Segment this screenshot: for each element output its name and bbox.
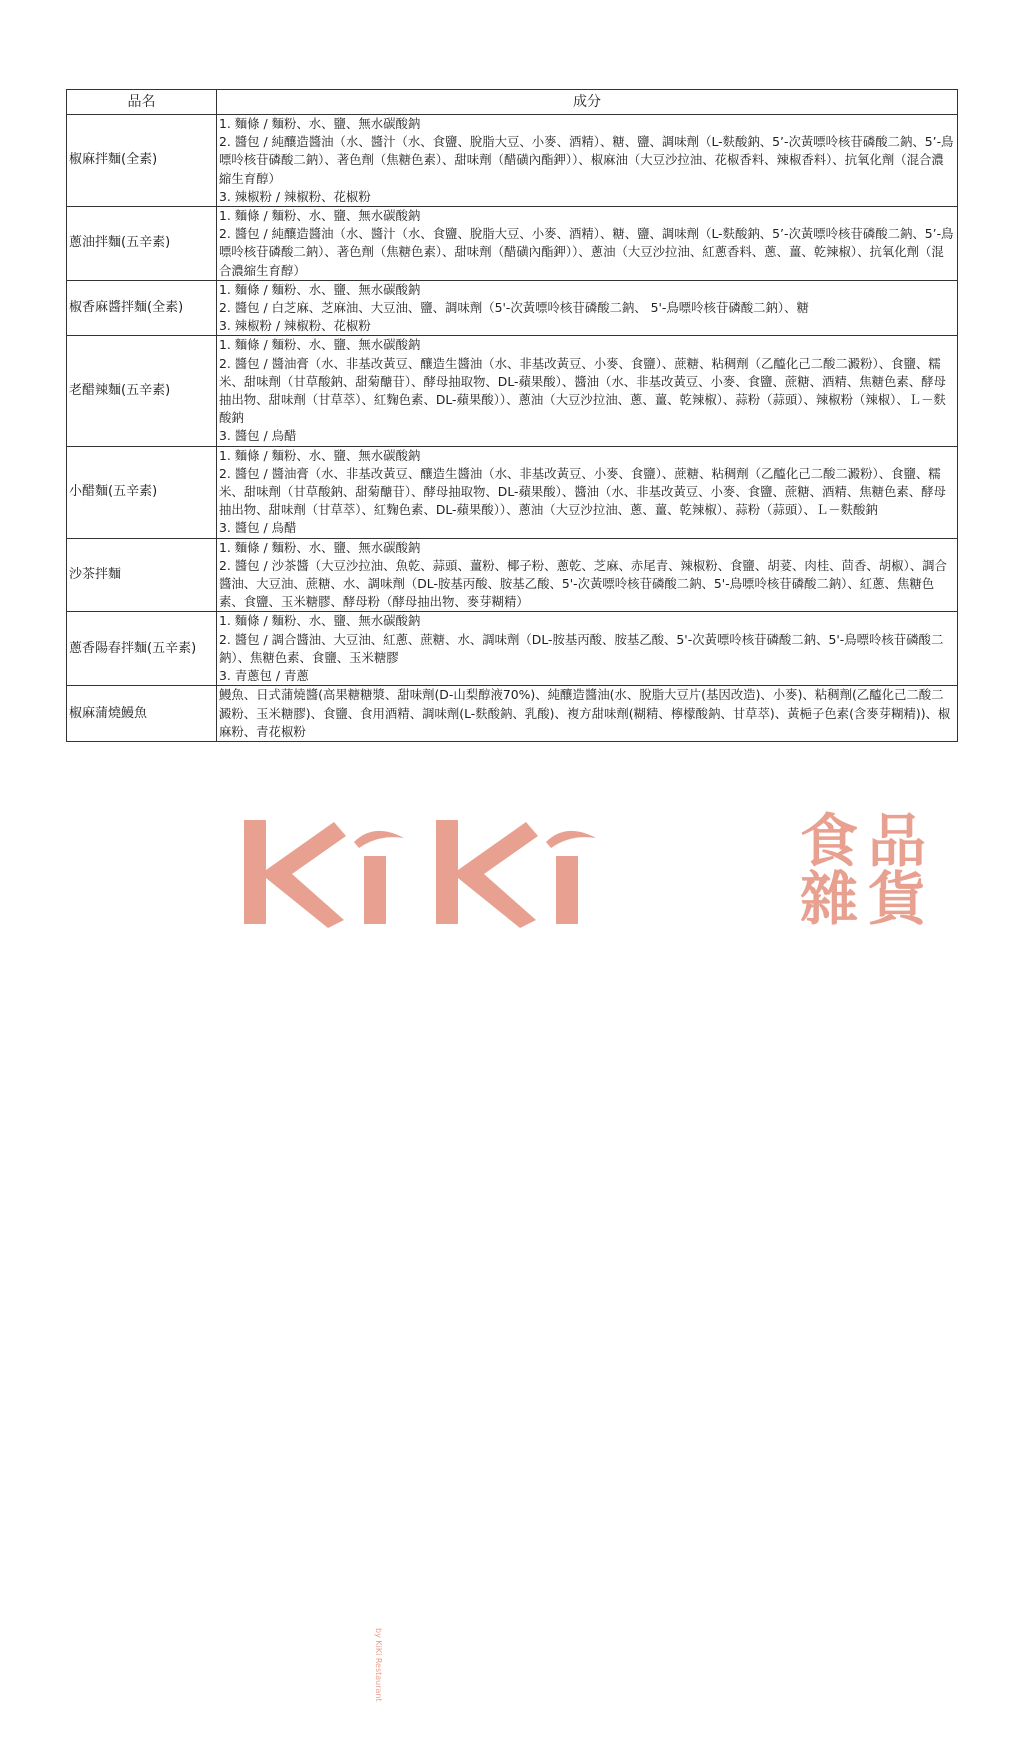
- table-row: [67, 538, 958, 612]
- table-row: [67, 207, 958, 281]
- ingredient-line: 3. 青蔥包 / 青蔥: [219, 668, 309, 684]
- table-row: [67, 336, 958, 446]
- ingredient-line: 3. 醬包 / 烏醋: [219, 428, 297, 444]
- logo-chinese-line1: 食品: [800, 807, 937, 875]
- product-name-cell: 蔥香陽春拌麵(五辛素): [67, 612, 217, 686]
- table-row: [67, 446, 958, 538]
- logo-byline: by KiKi Restaurant: [374, 1628, 383, 1702]
- ingredient-line: 1. 麵條 / 麵粉、水、鹽、無水碳酸鈉: [219, 447, 421, 463]
- product-name-cell: 椒麻蒲燒鰻魚: [67, 686, 217, 742]
- ingredient-line: 1. 麵條 / 麵粉、水、鹽、無水碳酸鈉: [219, 116, 421, 131]
- product-name-cell: 沙茶拌麵: [67, 538, 217, 612]
- table-row: [67, 612, 958, 686]
- header-product-name: 品名: [67, 90, 217, 115]
- ingredient-line: 鰻魚、日式蒲燒醬(高果糖糖漿、甜味劑(D-山梨醇液70%)、純釀造醬油(水、脫脂大豆片(基因改造)、小麥)、粘稠劑(乙醯化己二酸二澱粉、玉米糖膠)、食鹽、食用酒精、調味劑(L-麩酸鈉、乳酸)、複方甜味劑(糊精、檸檬酸鈉、甘草萃)、黃梔子色素(含麥芽糊精))、椒麻粉、青花椒粉: [219, 687, 951, 739]
- product-name-cell: 老醋辣麵(五辛素): [67, 336, 217, 446]
- ingredient-line: 1. 麵條 / 麵粉、水、鹽、無水碳酸鈉: [219, 208, 421, 224]
- ingredients-cell: [217, 280, 958, 336]
- kiki-wordmark-logo: [214, 812, 754, 932]
- header-ingredients: 成分: [217, 90, 958, 115]
- ingredient-line: 1. 麵條 / 麵粉、水、鹽、無水碳酸鈉: [219, 281, 421, 297]
- ingredient-line: 2. 醬包 / 純釀造醬油（水、醬汁（水、食鹽、脫脂大豆、小麥、酒精）、糖、鹽、調味劑（L-麩酸鈉、5’-次黃嘌呤核苷磷酸二鈉、5’-鳥嘌呤核苷磷酸二鈉）、著色劑（焦糖色素）、甜味劑（醋磺內酯鉀））、椒麻油（大豆沙拉油、花椒香料、辣椒香料）、抗氧化劑（混合濃縮生育醇）: [219, 134, 954, 186]
- product-name-cell: 蔥油拌麵(五辛素): [67, 207, 217, 281]
- ingredients-cell: [217, 446, 958, 538]
- logo-wordmark-text: KiKi: [214, 812, 216, 813]
- ingredients-cell: [217, 336, 958, 446]
- table-body: [67, 115, 958, 742]
- ingredient-line: 1. 麵條 / 麵粉、水、鹽、無水碳酸鈉: [219, 613, 421, 629]
- ingredient-line: 3. 醬包 / 烏醋: [219, 520, 297, 536]
- ingredients-table: [66, 89, 958, 742]
- ingredients-cell: [217, 115, 958, 207]
- ingredient-line: 2. 醬包 / 純釀造醬油（水、醬汁（水、食鹽、脫脂大豆、小麥、酒精）、糖、鹽、調味劑（L-麩酸鈉、5’-次黃嘌呤核苷磷酸二鈉、5’-鳥嘌呤核苷磷酸二鈉）、著色劑（焦糖色素）、甜味劑（醋磺內酯鉀））、蔥油（大豆沙拉油、紅蔥香料、蔥、薑、乾辣椒）、抗氧化劑（混合濃縮生育醇）: [219, 226, 954, 278]
- ingredient-line: 3. 辣椒粉 / 辣椒粉、花椒粉: [219, 318, 371, 334]
- product-name-cell: 椒香麻醬拌麵(全素): [67, 280, 217, 336]
- ingredients-cell: [217, 538, 958, 612]
- ingredients-cell: [217, 207, 958, 281]
- ingredient-line: 3. 辣椒粉 / 辣椒粉、花椒粉: [219, 188, 371, 204]
- ingredient-line: 2. 醬包 / 醬油膏（水、非基改黃豆、釀造生醬油（水、非基改黃豆、小麥、食鹽）、蔗糖、粘稠劑（乙醯化己二酸二澱粉）、食鹽、糯米、甜味劑（甘草酸鈉、甜菊醣苷）、酵母抽取物、DL-蘋果酸）、醬油（水、非基改黃豆、小麥、食鹽、蔗糖、酒精、焦糖色素、酵母抽出物、甜味劑（甘草萃）、紅麴色素、DL-蘋果酸））、蔥油（大豆沙拉油、蔥、薑、乾辣椒）、蒜粉（蒜頭）、Ｌ－麩酸鈉: [219, 465, 946, 518]
- product-name-cell: 小醋麵(五辛素): [67, 446, 217, 538]
- ingredients-cell: [217, 686, 958, 742]
- ingredient-line: 2. 醬包 / 沙茶醬（大豆沙拉油、魚乾、蒜頭、薑粉、椰子粉、蔥乾、芝麻、赤尾青、辣椒粉、食鹽、胡荽、肉桂、茴香、胡椒）、調合醬油、大豆油、蔗糖、水、調味劑（DL-胺基丙酸、胺基乙酸、5'-次黃嘌呤核苷磷酸二鈉、5'-鳥嘌呤核苷磷酸二鈉）、紅蔥、焦糖色素、食鹽、玉米糖膠、酵母粉（酵母抽出物、麥芽糊精）: [219, 557, 947, 610]
- table-row: [67, 686, 958, 742]
- ingredient-line: 2. 醬包 / 白芝麻、芝麻油、大豆油、鹽、調味劑（5'-次黃嘌呤核苷磷酸二鈉、 5'-鳥嘌呤核苷磷酸二鈉）、糖: [219, 300, 809, 316]
- table-row: [67, 115, 958, 207]
- product-name-cell: 椒麻拌麵(全素): [67, 115, 217, 207]
- ingredient-line: 2. 醬包 / 醬油膏（水、非基改黃豆、釀造生醬油（水、非基改黃豆、小麥、食鹽）、蔗糖、粘稠劑（乙醯化己二酸二澱粉）、食鹽、糯米、甜味劑（甘草酸鈉、甜菊醣苷）、酵母抽取物、DL-蘋果酸）、醬油（水、非基改黃豆、小麥、食鹽、蔗糖、酒精、焦糖色素、酵母抽出物、甜味劑（甘草萃）、紅麴色素、DL-蘋果酸））、蔥油（大豆沙拉油、蔥、薑、乾辣椒）、蒜粉（蒜頭）、辣椒粉（辣椒）、Ｌ－麩酸鈉: [219, 355, 946, 426]
- ingredient-line: 1. 麵條 / 麵粉、水、鹽、無水碳酸鈉: [219, 539, 421, 555]
- table-header-row: [67, 90, 958, 115]
- table-row: [67, 280, 958, 336]
- logo-chinese-line2: 雜貨: [800, 865, 937, 933]
- ingredients-cell: [217, 612, 958, 686]
- ingredient-line: 2. 醬包 / 調合醬油、大豆油、紅蔥、蔗糖、水、調味劑（DL-胺基丙酸、胺基乙酸、5'-次黃嘌呤核苷磷酸二鈉、5'-鳥嘌呤核苷磷酸二鈉）、焦糖色素、食鹽、玉米糖膠: [219, 631, 944, 665]
- ingredient-line: 1. 麵條 / 麵粉、水、鹽、無水碳酸鈉: [219, 337, 421, 353]
